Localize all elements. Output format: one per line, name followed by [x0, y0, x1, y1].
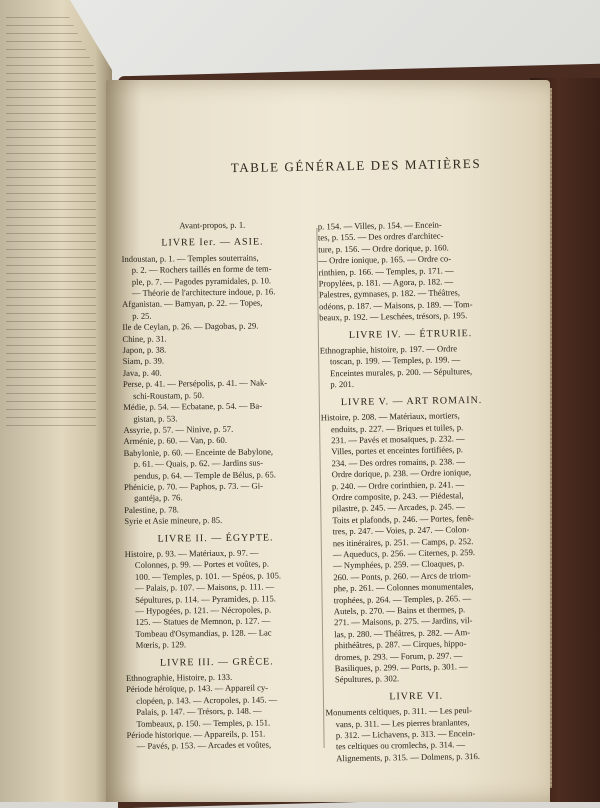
- toc-entry: Japon, p. 38.: [122, 344, 167, 356]
- section-heading: LIVRE Ier. — ASIE.: [161, 236, 264, 249]
- toc-entry: gantéja, p. 76.: [134, 492, 183, 504]
- toc-entry: phithéâtres, p. 287. — Cirques, hippo-: [334, 638, 467, 651]
- toc-entry: nes itinéraires, p. 251. — Camps, p. 252.: [332, 535, 474, 548]
- toc-entry: 260. — Ponts, p. 260. — Arcs de triom-: [333, 569, 471, 583]
- section-heading: LIVRE III. — GRÈCE.: [159, 656, 274, 669]
- toc-entry: p. 25.: [132, 310, 152, 321]
- toc-entry: p. 312. — Lichavens, p. 313. — Encein-: [335, 728, 476, 741]
- toc-entry: Sépultures, p. 302.: [334, 673, 400, 685]
- toc-entry: Phénicie, p. 70. — Paphos, p. 73. — Gi-: [123, 480, 263, 492]
- toc-entry: Mœris, p. 129.: [135, 639, 187, 651]
- toc-entry: Période historique. — Appareils, p. 151.: [126, 728, 266, 741]
- toc-entry: Avant-propos, p. 1.: [179, 219, 246, 231]
- toc-entry: Monuments celtiques, p. 311. — Les peul-: [325, 705, 472, 718]
- left-page-text: [6, 10, 96, 430]
- toc-entry: Propylées, p. 181. — Agora, p. 182. —: [318, 276, 454, 289]
- toc-entry: dromes, p. 293. — Forum, p. 297. —: [334, 649, 463, 662]
- toc-entry: Palestres, gymnases, p. 182. — Théâtres,: [318, 287, 461, 300]
- toc-entry: odéons, p. 187. — Maisons, p. 189. — Tom-: [318, 298, 473, 312]
- toc-entry: Médie, p. 54. — Ecbatane, p. 54. — Ba-: [123, 400, 263, 413]
- toc-entry: Période héroïque, p. 143. — Appareil cy-: [126, 682, 269, 695]
- toc-entry: ture, p. 156. — Ordre dorique, p. 160.: [318, 242, 449, 255]
- toc-entry: Arménie, p. 60. — Van, p. 60.: [123, 435, 228, 447]
- toc-entry: 100. — Temples, p. 101. — Spéos, p. 105.: [134, 570, 282, 582]
- toc-entry: — Hypogées, p. 121. — Nécropoles, p.: [135, 604, 272, 616]
- toc-entry: Sépultures, p. 114. — Pyramides, p. 115.: [135, 592, 276, 605]
- section-heading: LIVRE IV. — ÉTRURIE.: [348, 327, 473, 341]
- toc-entry: Basiliques, p. 299. — Ports, p. 301. —: [334, 661, 468, 674]
- toc-entry: Enceintes murales, p. 200. — Sépultures,: [330, 365, 473, 379]
- page-title: TABLE GÉNÉRALE DES MATIÈRES: [230, 155, 482, 176]
- toc-entry: ple, p. 7. — Pagodes pyramidales, p. 10.: [131, 275, 272, 287]
- toc-entry: toscan, p. 199. — Temples, p. 199. —: [329, 354, 461, 367]
- toc-entry: schi-Roustam, p. 50.: [132, 389, 205, 401]
- toc-entry: Java, p. 40.: [122, 367, 162, 378]
- toc-entry: Villes, portes et enceintes fortifiées, p.: [331, 444, 464, 457]
- toc-entry: Ethnographie, histoire, p. 197. — Ordre: [319, 343, 458, 356]
- toc-entry: tes celtiques ou cromlechs, p. 314. —: [335, 739, 466, 752]
- toc-entry: Ethnographie, Histoire, p. 133.: [125, 671, 233, 683]
- toc-entry: Alignements, p. 315. — Dolmens, p. 316.: [336, 750, 480, 764]
- toc-entry: Palais, p. 147. — Trésors, p. 148. —: [136, 705, 262, 718]
- toc-column-left: [121, 219, 309, 753]
- toc-entry: phe, p. 261. — Colonnes monumentales,: [333, 581, 474, 594]
- section-heading: LIVRE II. — ÉGYPTE.: [157, 531, 274, 545]
- toc-entry: — Palais, p. 107. — Maisons, p. 111. —: [135, 581, 275, 594]
- toc-entry: Ile de Ceylan, p. 26. — Dagobas, p. 29.: [122, 320, 259, 333]
- toc-entry: Indoustan, p. 1. — Temples souterrains,: [121, 252, 259, 264]
- toc-entry: Colonnes, p. 99. — Portes et voûtes, p.: [134, 558, 270, 571]
- toc-entry: Palestine, p. 78.: [124, 504, 179, 515]
- toc-entry: — Pavés, p. 153. — Arcades et voûtes,: [136, 739, 272, 752]
- toc-entry: Histoire, p. 93. — Matériaux, p. 97. —: [124, 547, 259, 559]
- toc-entry: Histoire, p. 208. — Matériaux, mortiers,: [320, 410, 460, 423]
- toc-entry: tres, p. 247. — Voies, p. 247. — Colon-: [332, 524, 470, 537]
- left-page: [0, 0, 112, 802]
- toc-entry: 125. — Statues de Memnon, p. 127. —: [135, 615, 271, 628]
- toc-entry: Babylonie, p. 60. — Enceinte de Babylone,: [123, 446, 274, 458]
- toc-entry: p. 240. — Ordre corinthien, p. 241. —: [331, 478, 465, 491]
- toc-entry: pendus, p. 64. — Temple de Bélus, p. 65.: [133, 468, 276, 481]
- toc-entry: — Ordre ionique, p. 165. — Ordre co-: [318, 253, 452, 266]
- book-page: [106, 80, 550, 802]
- toc-entry: gistan, p. 53.: [133, 412, 178, 424]
- toc-entry: Tombeau d'Osymandias, p. 128. — Lac: [135, 627, 272, 639]
- toc-entry: 271. — Maisons, p. 275. — Jardins, vil-: [333, 615, 473, 628]
- section-heading: LIVRE VI.: [389, 690, 444, 703]
- section-heading: LIVRE V. — ART ROMAIN.: [340, 394, 483, 408]
- toc-entry: Afganistan. — Bamyan, p. 22. — Topes,: [122, 297, 263, 310]
- toc-entry: clopéen, p. 143. — Acropoles, p. 145. —: [136, 694, 278, 706]
- toc-entry: Tombeaux, p. 150. — Temples, p. 151.: [136, 717, 271, 729]
- toc-entry: Perse, p. 41. — Persépolis, p. 41. — Nak-: [122, 377, 268, 390]
- toc-entry: tes, p. 155. — Des ordres d'architec-: [317, 230, 444, 243]
- toc-entry: enduits, p. 227. — Briques et tuiles, p.: [330, 421, 464, 434]
- toc-entry: Siam, p. 39.: [122, 355, 165, 367]
- toc-entry: — Nymphées, p. 259. — Cloaques, p.: [333, 558, 465, 571]
- toc-entry: p. 154. — Villes, p. 154. — Encein-: [317, 219, 442, 232]
- toc-entry: rinthien, p. 166. — Temples, p. 171. —: [318, 264, 454, 278]
- toc-entry: Assyrie, p. 57. — Ninive, p. 57.: [123, 423, 234, 435]
- toc-entry: Ordre dorique, p. 238. — Ordre ionique,: [331, 467, 472, 480]
- toc-entry: Ordre composite, p. 243. — Piédestal,: [331, 490, 464, 503]
- toc-entry: pilastre, p. 245. — Arcades, p. 245. —: [332, 501, 465, 514]
- toc-entry: — Théorie de l'architecture indoue, p. 16.: [131, 286, 276, 298]
- toc-entry: 231. — Pavés et mosaïques, p. 232. —: [331, 433, 465, 446]
- toc-entry: Autels, p. 270. — Bains et thermes, p.: [333, 604, 466, 617]
- toc-entry: Toits et plafonds, p. 246. — Portes, fenê-: [332, 512, 474, 526]
- toc-entry: Syrie et Asie mineure, p. 85.: [124, 515, 223, 527]
- toc-entry: beaux, p. 192. — Leschées, trésors, p. 195.: [319, 310, 468, 323]
- toc-entry: p. 201.: [330, 379, 355, 390]
- toc-entry: 234. — Des ordres romains, p. 238. —: [331, 455, 466, 468]
- toc-entry: las, p. 280. — Théâtres, p. 282. — Am-: [334, 626, 471, 640]
- toc-entry: — Aqueducs, p. 256. — Citernes, p. 259.: [332, 547, 476, 560]
- toc-entry: vans, p. 311. — Les pierres branlantes,: [335, 716, 470, 729]
- toc-entry: p. 2. — Rochers taillés en forme de tem-: [131, 263, 272, 276]
- toc-column-right: [318, 219, 509, 765]
- toc-entry: p. 61. — Quais, p. 62. — Jardins sus-: [133, 457, 263, 469]
- toc-entry: trophées, p. 264. — Temples, p. 265. —: [333, 592, 472, 605]
- toc-entry: Chine, p. 31.: [122, 333, 167, 344]
